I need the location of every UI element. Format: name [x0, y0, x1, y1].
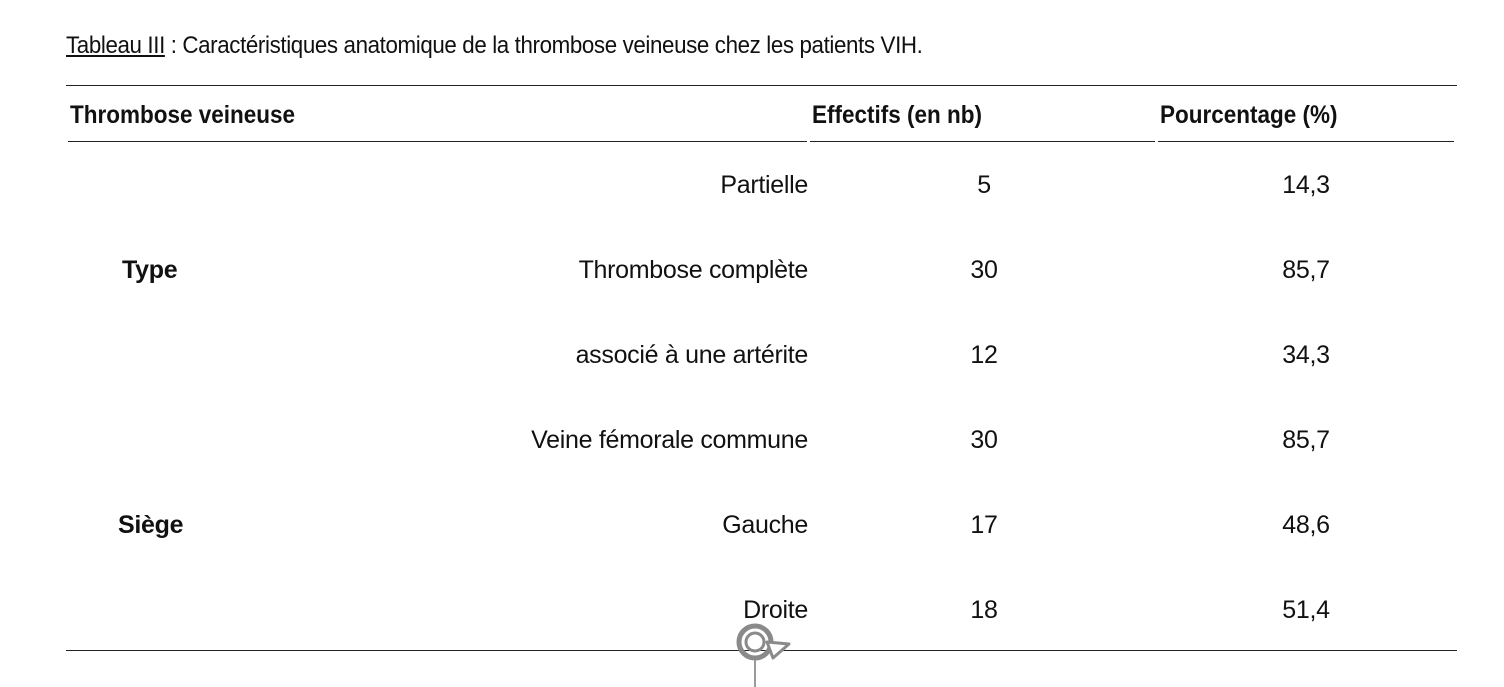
- row-count: 5: [977, 171, 991, 199]
- row-count: 30: [970, 426, 998, 454]
- row-percent: 48,6: [1282, 511, 1330, 539]
- row-count: 12: [970, 341, 998, 369]
- group-label-siege: Siège: [118, 511, 184, 539]
- row-label: Veine fémorale commune: [531, 426, 808, 454]
- row-percent: 14,3: [1282, 171, 1330, 199]
- row-percent: 34,3: [1282, 341, 1330, 369]
- row-label: Partielle: [720, 171, 808, 199]
- table-caption: [66, 30, 922, 62]
- row-percent: 51,4: [1282, 596, 1330, 624]
- row-label: associé à une artérite: [575, 341, 808, 369]
- rotate-cursor-icon: [729, 618, 791, 687]
- row-percent: 85,7: [1282, 256, 1330, 284]
- row-count: 30: [970, 256, 998, 284]
- header-underline-col3: [1158, 141, 1454, 142]
- table-number: Tableau III: [66, 32, 165, 59]
- table-top-rule: [66, 85, 1457, 86]
- table-caption-text: : Caractéristiques anatomique de la thrombose veineuse chez les patients VIH.: [164, 32, 923, 59]
- row-label: Gauche: [722, 511, 808, 539]
- row-label: Thrombose complète: [578, 256, 808, 284]
- row-label: Droite: [743, 596, 808, 624]
- group-label-type: Type: [122, 256, 178, 284]
- row-count: 17: [970, 511, 998, 539]
- row-count: 18: [970, 596, 998, 624]
- header-pourcentage: Pourcentage (%): [1160, 101, 1338, 129]
- header-thrombose-veineuse: Thrombose veineuse: [70, 101, 296, 129]
- header-effectifs: Effectifs (en nb): [812, 101, 983, 129]
- row-percent: 85,7: [1282, 426, 1330, 454]
- header-underline-col2: [810, 141, 1155, 142]
- header-underline-col1: [68, 141, 807, 142]
